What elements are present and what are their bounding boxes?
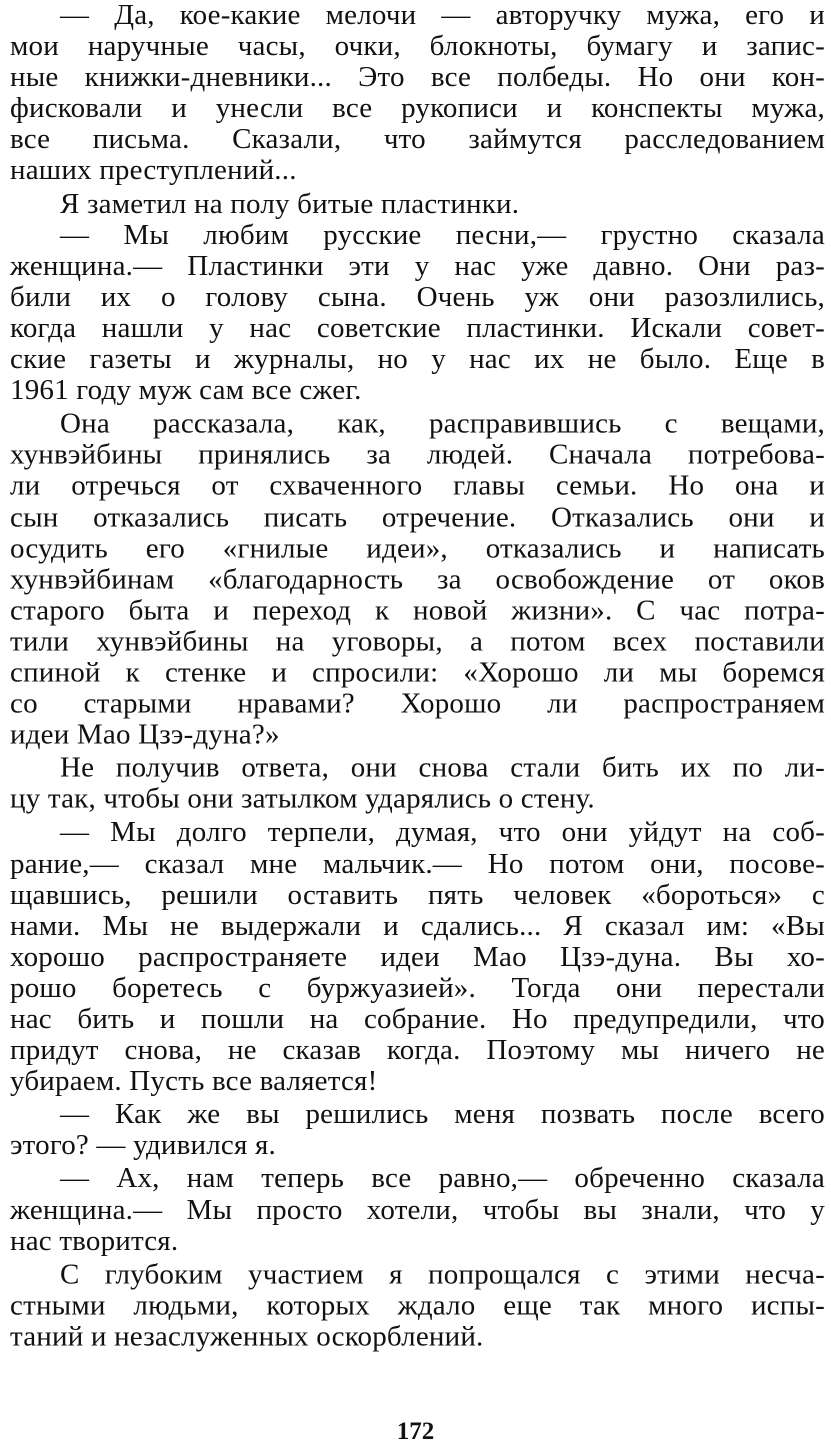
text-line: хунвэйбины принялись за людей. Сначала потребова- bbox=[10, 438, 825, 471]
text-line: рошо боретесь с буржуазией». Тогда они перестали bbox=[10, 971, 825, 1004]
text-line: этого? — удивился я. bbox=[10, 1129, 276, 1162]
text-line: Я заметил на полу битые пластинки. bbox=[60, 187, 520, 220]
text-line: хунвэйбинам «благодарность за освобождение от оков bbox=[10, 563, 825, 596]
text-line: все письма. Сказали, что займутся расследованием bbox=[10, 123, 825, 156]
text-line: со старыми нравами? Хорошо ли распространяем bbox=[10, 687, 825, 720]
text-line: ли отречься от схваченного главы семьи. Но она и bbox=[10, 469, 825, 502]
text-line: когда нашли у нас советские пластинки. Искали совет- bbox=[10, 312, 825, 345]
text-line: тили хунвэйбины на уговоры, а потом всех поставили bbox=[10, 625, 825, 658]
text-line: сын отказались писать отречение. Отказались они и bbox=[10, 500, 825, 533]
text-line: С глубоким участием я попрощался с этими несча- bbox=[60, 1258, 825, 1291]
text-line: ские газеты и журналы, но у нас их не было. Еще в bbox=[10, 343, 825, 376]
text-line: женщина.— Пластинки эти у нас уже давно. Они раз- bbox=[10, 249, 825, 282]
text-line: — Мы долго терпели, думая, что они уйдут на соб- bbox=[60, 816, 825, 849]
text-line: Она рассказала, как, расправившись с вещами, bbox=[60, 407, 825, 440]
text-line: цу так, чтобы они затылком ударялись о стену. bbox=[10, 782, 595, 815]
text-line: — Да, кое-какие мелочи — авторучку мужа, его и bbox=[60, 0, 825, 31]
text-line: рание,— сказал мне мальчик.— Но потом они, посове- bbox=[10, 847, 825, 880]
text-line: нас бить и пошли на собрание. Но предупредили, что bbox=[10, 1002, 825, 1035]
text-line: — Мы любим русские песни,— грустно сказала bbox=[60, 218, 825, 251]
text-line: ные книжки-дневники... Это все полбеды. Но они кон- bbox=[10, 61, 825, 94]
text-line: наших преступлений... bbox=[10, 154, 297, 187]
text-line: фисковали и унесли все рукописи и конспекты мужа, bbox=[10, 92, 825, 125]
text-line: щавшись, решили оставить пять человек «бороться» с bbox=[10, 878, 825, 911]
text-line: Не получив ответа, они снова стали бить их по ли- bbox=[60, 751, 825, 784]
text-line: осудить его «гнилые идеи», отказались и написать bbox=[10, 531, 825, 564]
text-line: нас творится. bbox=[10, 1224, 179, 1257]
text-line: — Ах, нам теперь все равно,— обреченно сказала bbox=[60, 1162, 825, 1195]
body-text bbox=[10, 0, 825, 1353]
text-line: идеи Мао Цзэ-дуна?» bbox=[10, 718, 280, 751]
text-line: женщина.— Мы просто хотели, чтобы вы знали, что у bbox=[10, 1193, 825, 1226]
text-line: старого быта и переход к новой жизни». С час потра- bbox=[10, 594, 825, 627]
text-line: нами. Мы не выдержали и сдались... Я сказал им: «Вы bbox=[10, 909, 825, 942]
text-line: спиной к стенке и спросили: «Хорошо ли мы боремся bbox=[10, 656, 825, 689]
text-line: мои наручные часы, очки, блокноты, бумагу и запис- bbox=[10, 30, 825, 63]
text-line: — Как же вы решились меня позвать после всего bbox=[60, 1098, 825, 1131]
text-line: придут снова, не сказав когда. Поэтому мы ничего не bbox=[10, 1033, 825, 1066]
text-line: 1961 году муж сам все сжег. bbox=[10, 374, 362, 407]
text-line: били их о голову сына. Очень уж они разозлились, bbox=[10, 281, 825, 314]
text-line: хорошо распространяете идеи Мао Цзэ-дуна. Вы хо- bbox=[10, 940, 825, 973]
text-line: убираем. Пусть все валяется! bbox=[10, 1064, 378, 1097]
text-line: стными людьми, которых ждало еще так много испы- bbox=[10, 1289, 825, 1322]
text-line: таний и незаслуженных оскорблений. bbox=[10, 1320, 484, 1353]
page-number: 172 bbox=[396, 1418, 435, 1445]
